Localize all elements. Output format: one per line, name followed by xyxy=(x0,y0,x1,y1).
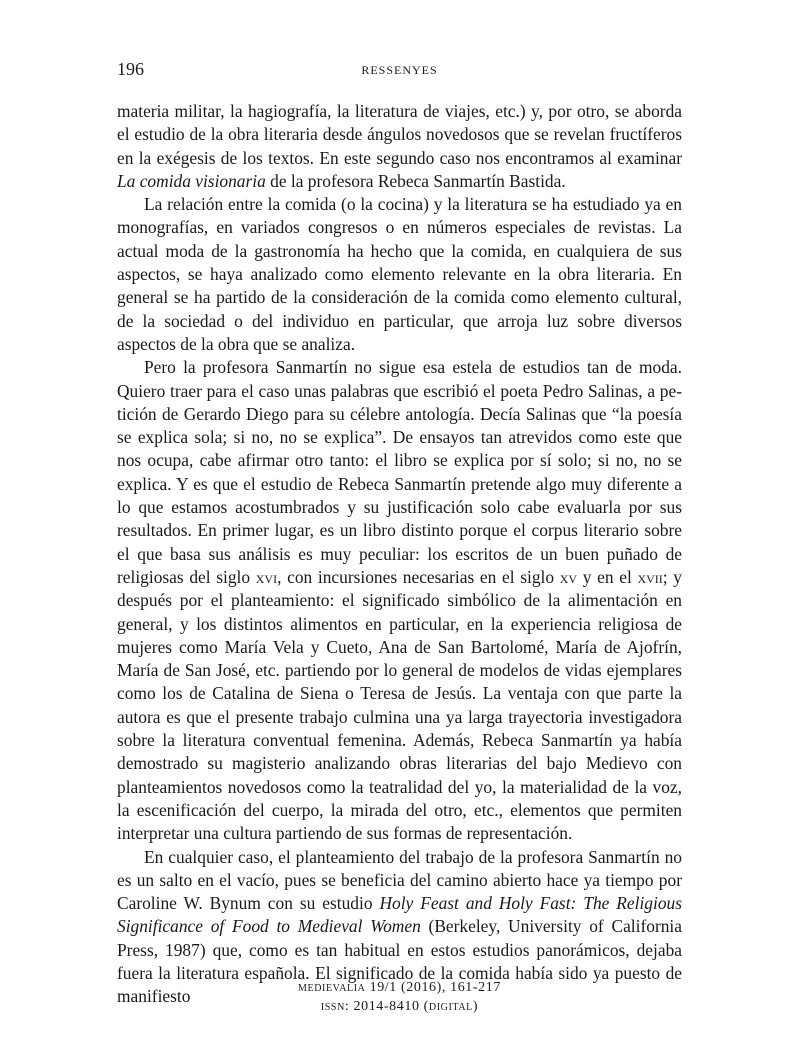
body-text xyxy=(117,100,682,1009)
text-run: materia militar, la hagiografía, la literatura de viajes, etc.) y, por otro, se aborda el estudio de la obra literaria desde ángulos novedosos que se revelan fructíferos en la exégesis de los textos. En este segundo caso nos encontramos al examinar xyxy=(117,101,682,168)
paragraph xyxy=(117,100,682,193)
page-footer xyxy=(117,978,682,1016)
issn-line: issn: 2014-8410 (digital) xyxy=(320,999,479,1014)
paragraph xyxy=(117,193,682,356)
journal-citation: medievalia 19/1 (2016), 161-217 xyxy=(298,980,501,995)
text-run: y en el xyxy=(577,566,638,587)
text-run: (Berkeley, University of California Press, 1987) que, como es tan habitual en estos estudios panorámicos, dejaba fuera la literatura española. El significado de la comida había sido ya puesto de manifiesto xyxy=(117,916,682,1007)
text-run: de la profesora Rebeca Sanmartín Bastida. xyxy=(265,170,566,191)
text-run: En cualquier caso, el planteamiento del trabajo de la profesora Sanmartín no es un salto en el vacío, pues se beneficia del camino abierto hace ya tiempo por Caroline W. Bynum con su estudio xyxy=(117,846,682,914)
text-run: Pero la profesora Sanmartín no sigue esa estela de estudios tan de moda. Quiero traer para el caso unas palabras que escribió el poeta Pedro Salinas, a petición de Gerardo Diego para su célebre antología. Decía Salinas que “la poesía se explica sola; si no, no se explica”. De ensayos tan atrevidos como este que nos ocupa, cabe afirmar otro tanto: el libro se explica por sí solo; si no, no se explica. Y es que el estudio de Rebeca Sanmartín pretende algo muy diferente a lo que estamos acostumbrados y su justificación solo cabe evaluarla por sus resultados. En primer lugar, es un libro distinto porque el corpus literario sobre el que basa sus análisis es muy peculiar: los escritos de un buen puñado de religiosas del siglo xyxy=(117,357,682,587)
page-header xyxy=(117,58,682,82)
paragraph xyxy=(117,356,682,845)
small-caps-numeral: xvii xyxy=(637,566,663,587)
running-head: RESSENYES xyxy=(361,63,438,77)
text-run: La relación entre la comida (o la cocina) y la literatura se ha estudiado ya en monografías, en variados congresos o en números especiales de revistas. La actual moda de la gastronomía ha hecho que la comida, en cualquiera de sus aspectos, se haya analizado como elemento relevante en la obra literaria. En general se ha partido de la consideración de la comida como elemento cultural, de la sociedad o del individuo en particular, que arroja luz sobre diversos aspectos de la obra que se analiza. xyxy=(117,194,682,354)
italic-title: Holy Feast and Holy Fast: The Religious Significance of Food to Medieval Women xyxy=(117,893,682,937)
text-run: ; y después por el planteamiento: el significado simbólico de la alimentación en general, y los distintos alimentos en particular, en la experiencia religiosa de mujeres como María Vela y Cueto, Ana de San Bartolomé, María de Ajofrín, María de San José, etc. partiendo por lo general de modelos de vidas ejemplares como los de Catalina de Siena o Teresa de Jesús. La ventaja con que parte la autora es que el presente trabajo culmina una ya larga trayectoria investigadora sobre la literatura conventual femenina. Además, Rebeca Sanmartín ya había demostrado su magisterio analizando obras literarias del bajo Medievo con planteamientos novedosos como la teatralidad del yo, la materialidad de la voz, la escenificación del cuerpo, la mirada del otro, etc., elementos que permiten interpretar una cultura partiendo de sus formas de representación. xyxy=(117,566,683,844)
small-caps-numeral: xv xyxy=(559,566,578,587)
text-run: , con incursiones necesarias en el siglo xyxy=(277,566,560,587)
page-number: 196 xyxy=(117,59,144,79)
small-caps-numeral: xvi xyxy=(255,566,278,587)
italic-title: La comida visionaria xyxy=(117,170,266,191)
